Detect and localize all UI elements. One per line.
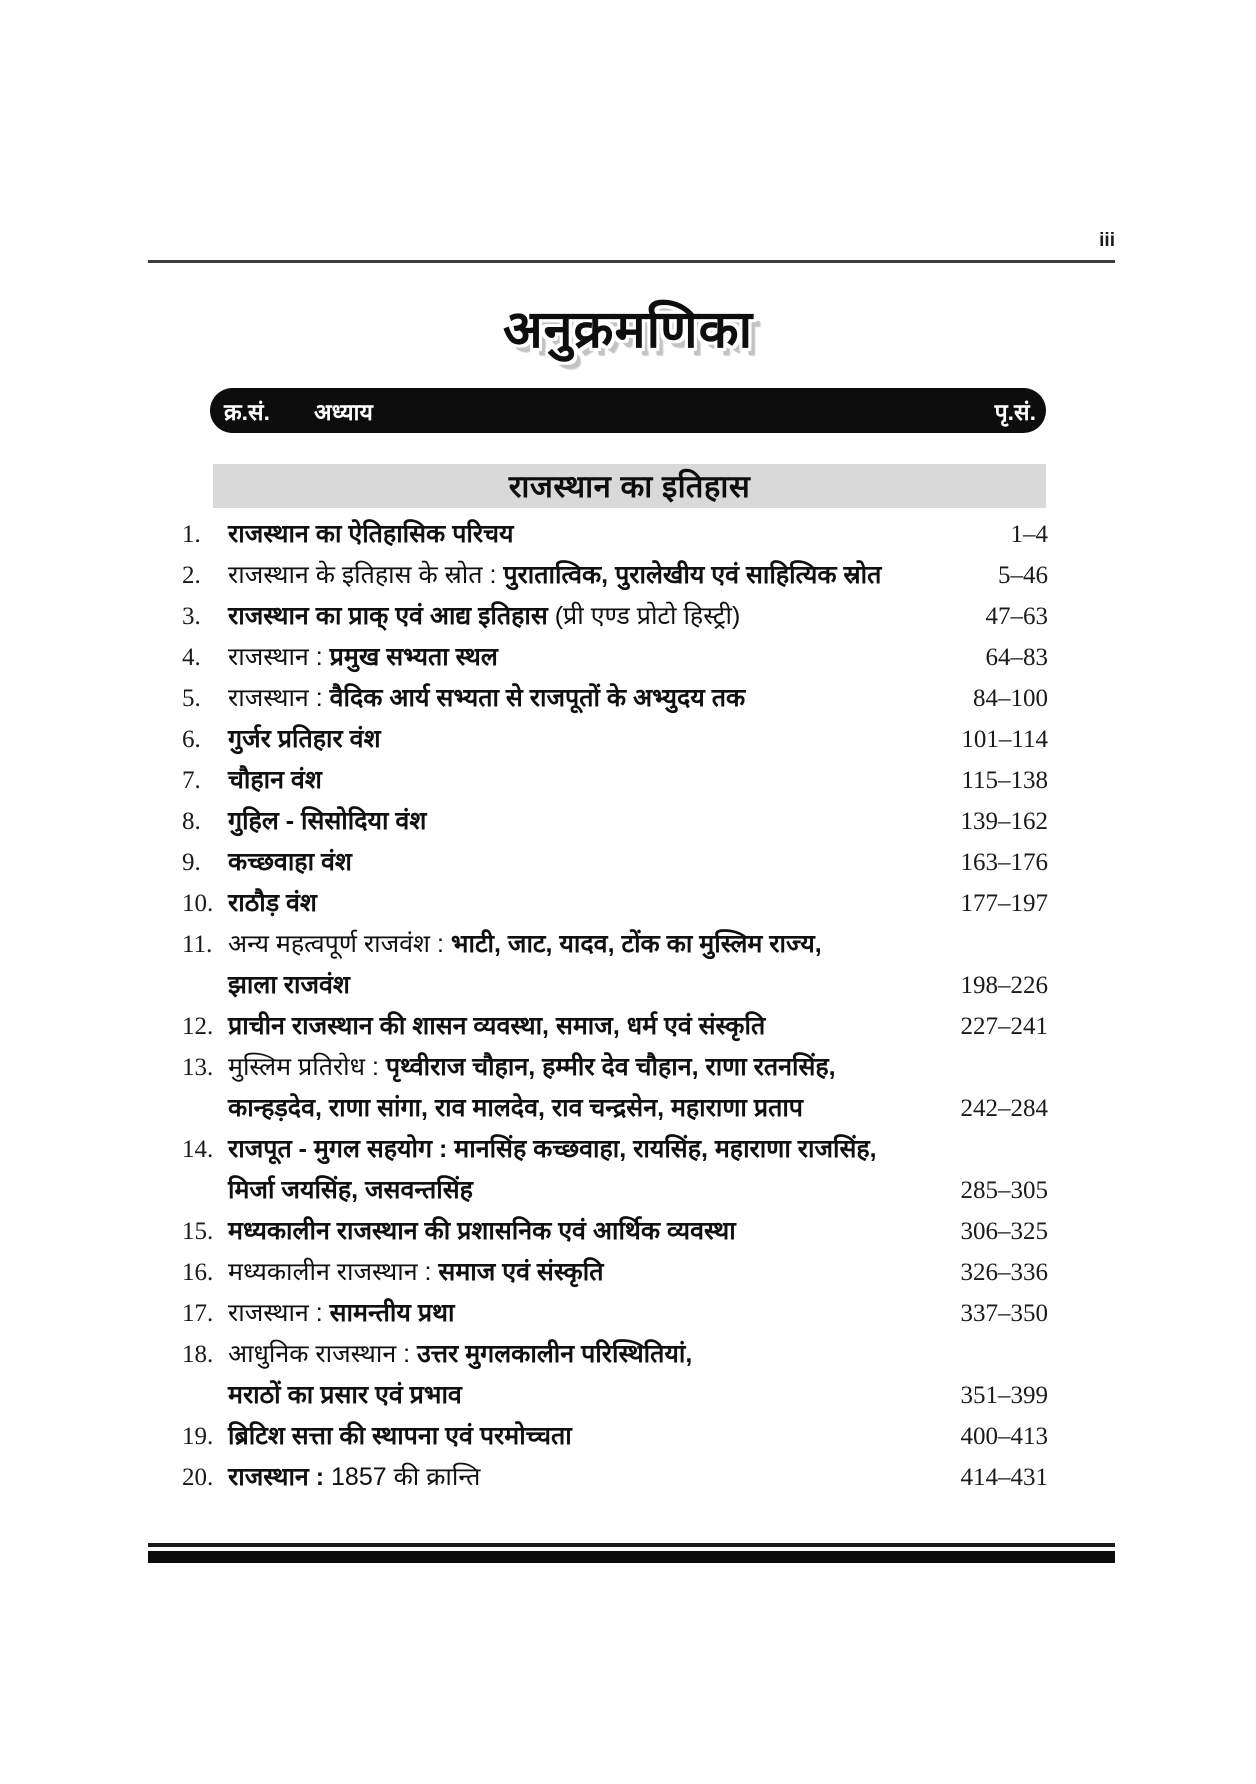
toc-item-number: 1. — [182, 521, 201, 548]
toc-item — [182, 1211, 1048, 1252]
toc-item-title-line: राजस्थान का ऐतिहासिक परिचय — [228, 520, 514, 548]
toc-item-title-line: मुस्लिम प्रतिरोध : पृथ्वीराज चौहान, हम्मीर देव चौहान, राणा रतनसिंह, — [228, 1053, 836, 1081]
toc-item-number: 18. — [182, 1341, 214, 1368]
toc-item-number: 3. — [182, 603, 201, 630]
toc-item — [182, 1047, 1048, 1129]
toc-item-title — [228, 1293, 951, 1334]
toc-item-page-range: 326–336 — [960, 1259, 1048, 1286]
toc-item-page-range: 64–83 — [985, 644, 1048, 671]
toc-item-number: 19. — [182, 1423, 214, 1450]
toc-item-number: 8. — [182, 808, 201, 835]
toc-item-title-line: गुर्जर प्रतिहार वंश — [228, 725, 381, 753]
toc-item-page-range: 47–63 — [985, 603, 1048, 630]
toc-item — [182, 637, 1048, 678]
toc-item-title — [228, 801, 951, 842]
toc-item-title — [228, 842, 951, 883]
toc-item-title — [228, 596, 976, 637]
toc-item-page-range: 414–431 — [960, 1464, 1048, 1491]
bottom-thin-rule — [148, 1543, 1115, 1547]
section-heading-band — [213, 464, 1046, 508]
toc-item-title-line: चौहान वंश — [228, 766, 322, 794]
toc-item — [182, 801, 1048, 842]
toc-item-title-line: प्राचीन राजस्थान की शासन व्यवस्था, समाज, धर्म एवं संस्कृति — [228, 1012, 766, 1040]
toc-item-title-line: मिर्जा जयसिंह, जसवन्तसिंह — [228, 1176, 473, 1204]
toc-item-title — [228, 1129, 951, 1211]
toc-item-title-line: अन्य महत्वपूर्ण राजवंश : भाटी, जाट, यादव, टोंक का मुस्लिम राज्य, — [228, 930, 822, 958]
toc-item-title — [228, 514, 1001, 555]
toc-item-title — [228, 924, 951, 1006]
toc-item-title — [228, 678, 963, 719]
toc-item — [182, 1457, 1048, 1498]
toc-item — [182, 719, 1048, 760]
toc-item-title-line: राठौड़ वंश — [228, 889, 317, 917]
toc-item-page-range: 227–241 — [960, 1013, 1048, 1040]
toc-item-number: 9. — [182, 849, 201, 876]
toc-item-title-line: राजस्थान के इतिहास के स्रोत : पुरातात्विक, पुरालेखीय एवं साहित्यिक स्रोत — [228, 561, 882, 589]
toc-item — [182, 596, 1048, 637]
toc-item-title-line: राजस्थान : प्रमुख सभ्यता स्थल — [228, 643, 498, 671]
toc-item-number: 12. — [182, 1013, 214, 1040]
toc-item-page-range: 84–100 — [973, 685, 1048, 712]
toc-item — [182, 514, 1048, 555]
bottom-thick-rule — [148, 1551, 1115, 1563]
toc-item-page-range: 101–114 — [961, 726, 1048, 753]
toc-item-title — [228, 637, 976, 678]
table-header-bar — [210, 388, 1046, 433]
toc-item — [182, 1416, 1048, 1457]
toc-item-page-range: 242–284 — [960, 1095, 1048, 1122]
toc-item-number: 20. — [182, 1464, 214, 1491]
toc-item-number: 13. — [182, 1054, 214, 1081]
toc-item-title — [228, 760, 951, 801]
page-title: अनुक्रमणिका — [502, 301, 754, 359]
toc-item-page-range: 306–325 — [960, 1218, 1048, 1245]
toc-item-page-range: 115–138 — [961, 767, 1048, 794]
toc-item-title — [228, 883, 951, 924]
toc-item-title-line: राजस्थान : वैदिक आर्य सभ्यता से राजपूतों के अभ्युदय तक — [228, 684, 746, 712]
toc-item-page-range: 198–226 — [960, 972, 1048, 999]
toc-item — [182, 883, 1048, 924]
toc-item-title-line: राजस्थान : सामन्तीय प्रथा — [228, 1299, 455, 1327]
bottom-rules — [148, 1543, 1115, 1563]
toc-item-number: 7. — [182, 767, 201, 794]
toc-item-number: 2. — [182, 562, 201, 589]
toc-item-title — [228, 719, 951, 760]
toc-item — [182, 924, 1048, 1006]
toc-item-title — [228, 1006, 951, 1047]
toc-item-title-line: झाला राजवंश — [228, 971, 350, 999]
toc-item-title — [228, 1211, 951, 1252]
top-rule — [148, 260, 1115, 263]
toc-item-title — [228, 1047, 951, 1129]
toc-item — [182, 1006, 1048, 1047]
toc-item-page-range: 139–162 — [960, 808, 1048, 835]
toc-list — [182, 514, 1048, 1498]
toc-item — [182, 842, 1048, 883]
toc-item — [182, 1334, 1048, 1416]
toc-item-number: 11. — [182, 931, 213, 958]
toc-item-page-range: 400–413 — [960, 1423, 1048, 1450]
toc-item-title-line: कच्छवाहा वंश — [228, 848, 352, 876]
toc-item-page-range: 337–350 — [960, 1300, 1048, 1327]
toc-item-number: 17. — [182, 1300, 214, 1327]
chapter-column-label: अध्याय — [314, 398, 373, 425]
toc-item-title — [228, 1252, 951, 1293]
toc-item-page-range: 351–399 — [960, 1382, 1048, 1409]
serial-number-column-label: क्र.सं. — [224, 398, 270, 425]
toc-item — [182, 1252, 1048, 1293]
toc-item-number: 6. — [182, 726, 201, 753]
page-number: iii — [1099, 230, 1115, 251]
toc-item-page-range: 5–46 — [998, 562, 1048, 589]
toc-item-number: 4. — [182, 644, 201, 671]
toc-item-number: 16. — [182, 1259, 214, 1286]
toc-item-title-line: राजस्थान का प्राक् एवं आद्य इतिहास (प्री एण्ड प्रोटो हिस्ट्री) — [228, 602, 741, 630]
toc-item-number: 15. — [182, 1218, 214, 1245]
toc-item — [182, 555, 1048, 596]
toc-item-page-range: 1–4 — [1010, 521, 1048, 548]
toc-item-page-range: 285–305 — [960, 1177, 1048, 1204]
toc-item-number: 14. — [182, 1136, 214, 1163]
toc-item-title-line: गुहिल - सिसोदिया वंश — [228, 807, 427, 835]
toc-item-page-range: 163–176 — [960, 849, 1048, 876]
toc-item-title — [228, 1334, 951, 1416]
toc-item-title-line: आधुनिक राजस्थान : उत्तर मुगलकालीन परिस्थितियां, — [228, 1340, 693, 1368]
toc-item-title — [228, 555, 988, 596]
toc-item — [182, 1293, 1048, 1334]
toc-item-title-line: राजस्थान : 1857 की क्रान्ति — [228, 1463, 481, 1491]
toc-item-title-line: ब्रिटिश सत्ता की स्थापना एवं परमोच्चता — [228, 1422, 572, 1450]
section-heading: राजस्थान का इतिहास — [508, 469, 751, 504]
toc-item-title-line: मराठों का प्रसार एवं प्रभाव — [228, 1381, 462, 1409]
toc-item-title — [228, 1416, 951, 1457]
toc-item — [182, 678, 1048, 719]
toc-item — [182, 1129, 1048, 1211]
toc-item — [182, 760, 1048, 801]
toc-item-page-range: 177–197 — [960, 890, 1048, 917]
toc-item-number: 5. — [182, 685, 201, 712]
toc-item-number: 10. — [182, 890, 214, 917]
page-number-column-label: पृ.सं. — [994, 398, 1036, 425]
toc-item-title-line: मध्यकालीन राजस्थान : समाज एवं संस्कृति — [228, 1258, 604, 1286]
toc-item-title-line: मध्यकालीन राजस्थान की प्रशासनिक एवं आर्थिक व्यवस्था — [228, 1217, 736, 1245]
toc-item-title — [228, 1457, 951, 1498]
toc-item-title-line: कान्हड़देव, राणा सांगा, राव मालदेव, राव चन्द्रसेन, महाराणा प्रताप — [228, 1094, 804, 1122]
toc-item-title-line: राजपूत - मुगल सहयोग : मानसिंह कच्छवाहा, रायसिंह, महाराणा राजसिंह, — [228, 1135, 877, 1163]
